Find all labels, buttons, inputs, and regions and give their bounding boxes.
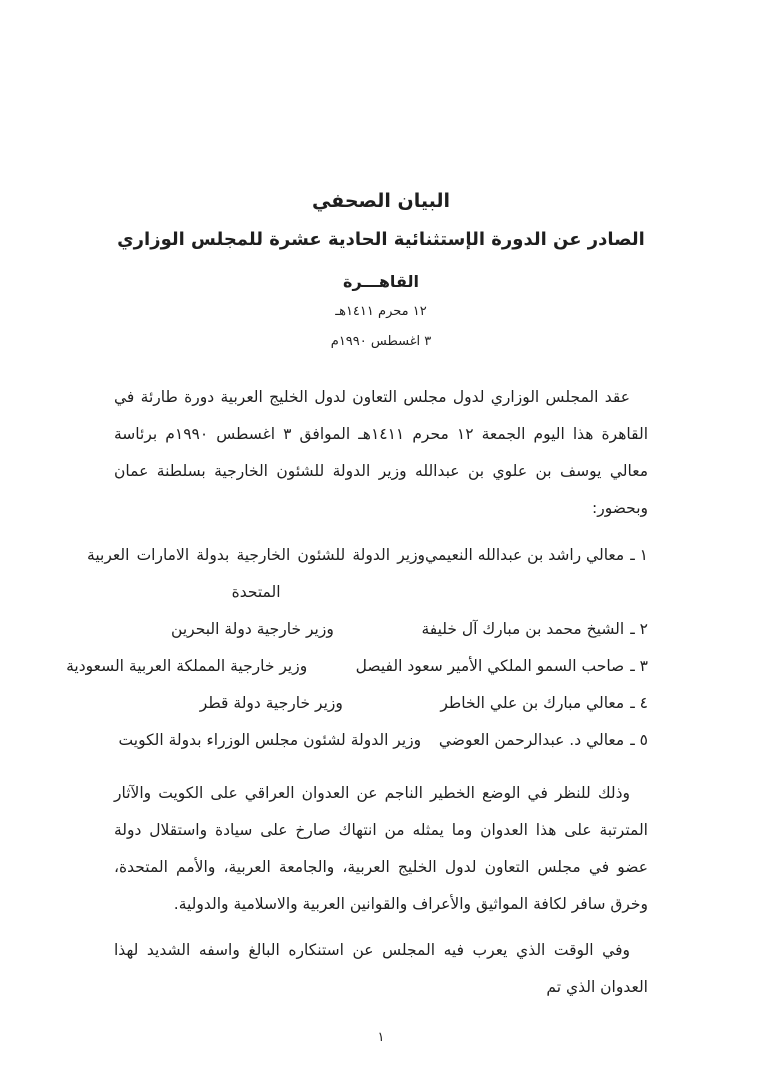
attendee-name-text: الشيخ محمد بن مبارك آل خليفة [421, 620, 625, 638]
attendees-list [66, 537, 648, 759]
attendee-row [114, 685, 648, 722]
attendee-number: ٤ ـ [630, 694, 648, 712]
document-header [114, 190, 648, 351]
attendee-name [356, 648, 648, 685]
attendee-name [440, 685, 648, 722]
attendee-position: وزير خارجية المملكة العربية السعودية [66, 657, 308, 675]
attendee-position: وزير الدولة لشئون مجلس الوزراء بدولة الكويت [118, 731, 422, 749]
attendee-name-text: معالي مبارك بن علي الخاطر [440, 694, 625, 712]
attendee-name-text: صاحب السمو الملكي الأمير سعود الفيصل [355, 657, 625, 675]
document-body [66, 379, 649, 1006]
attendee-name [439, 722, 648, 759]
attendee-name-text: معالي د. عبدالرحمن العوضي [438, 731, 625, 749]
attendee-row [66, 648, 648, 685]
attendee-position: وزير خارجية دولة البحرين [171, 620, 334, 638]
attendee-row [87, 537, 648, 611]
attendee-name [421, 611, 648, 648]
situation-paragraph: وذلك للنظر في الوضع الخطير الناجم عن العدوان العراقي على الكويت والآثار المترتبة على هذا العدوان وما يمثله من انتهاك صارخ على سيادة واستقلال دولة عضو في مجلس التعاون لدول الخليج العربية، والجامعة العربية، والأمم المتحدة، وخرق سافر لكافة المواثيق والأعراف والقوانين العربية والاسلامية والدولية. [114, 784, 648, 913]
attendee-name [425, 537, 648, 574]
document-location: القاهـــرة [343, 272, 419, 291]
attendee-position: وزير خارجية دولة قطر [199, 694, 343, 712]
attendee-name-text: معالي راشد بن عبدالله النعيمي [425, 546, 625, 564]
attendee-number: ٣ ـ [630, 657, 648, 675]
document-subtitle: الصادر عن الدورة الإستثنائية الحادية عشرة للمجلس الوزاري [117, 229, 645, 250]
intro-paragraph: عقد المجلس الوزاري لدول مجلس التعاون لدول الخليج العربية دورة طارئة في القاهرة هذا اليوم الجمعة ١٢ محرم ١٤١١هـ الموافق ٣ اغسطس ١٩٩٠م برئاسة معالي يوسف بن علوي بن عبدالله وزير الدولة للشئون الخارجية بسلطنة عمان وبحضور: [114, 388, 649, 517]
attendee-number: ١ ـ [630, 546, 648, 564]
document-title: البيان الصحفي [311, 190, 451, 212]
document-date-gregorian: ٣ اغسطس ١٩٩٠م [330, 334, 432, 349]
attendee-row [114, 722, 648, 759]
attendee-number: ٢ ـ [630, 620, 648, 638]
document-date-hijri: ١٢ محرم ١٤١١هـ [335, 304, 427, 319]
attendee-position: وزير الدولة للشئون الخارجية بدولة الامارات العربية المتحدة [87, 546, 426, 601]
attendee-number: ٥ ـ [630, 731, 648, 749]
page-number: ١ [377, 1030, 385, 1045]
closing-paragraph: وفي الوقت الذي يعرب فيه المجلس عن استنكاره البالغ واسفه الشديد لهذا العدوان الذي تم [114, 941, 648, 996]
attendee-row [114, 611, 648, 648]
